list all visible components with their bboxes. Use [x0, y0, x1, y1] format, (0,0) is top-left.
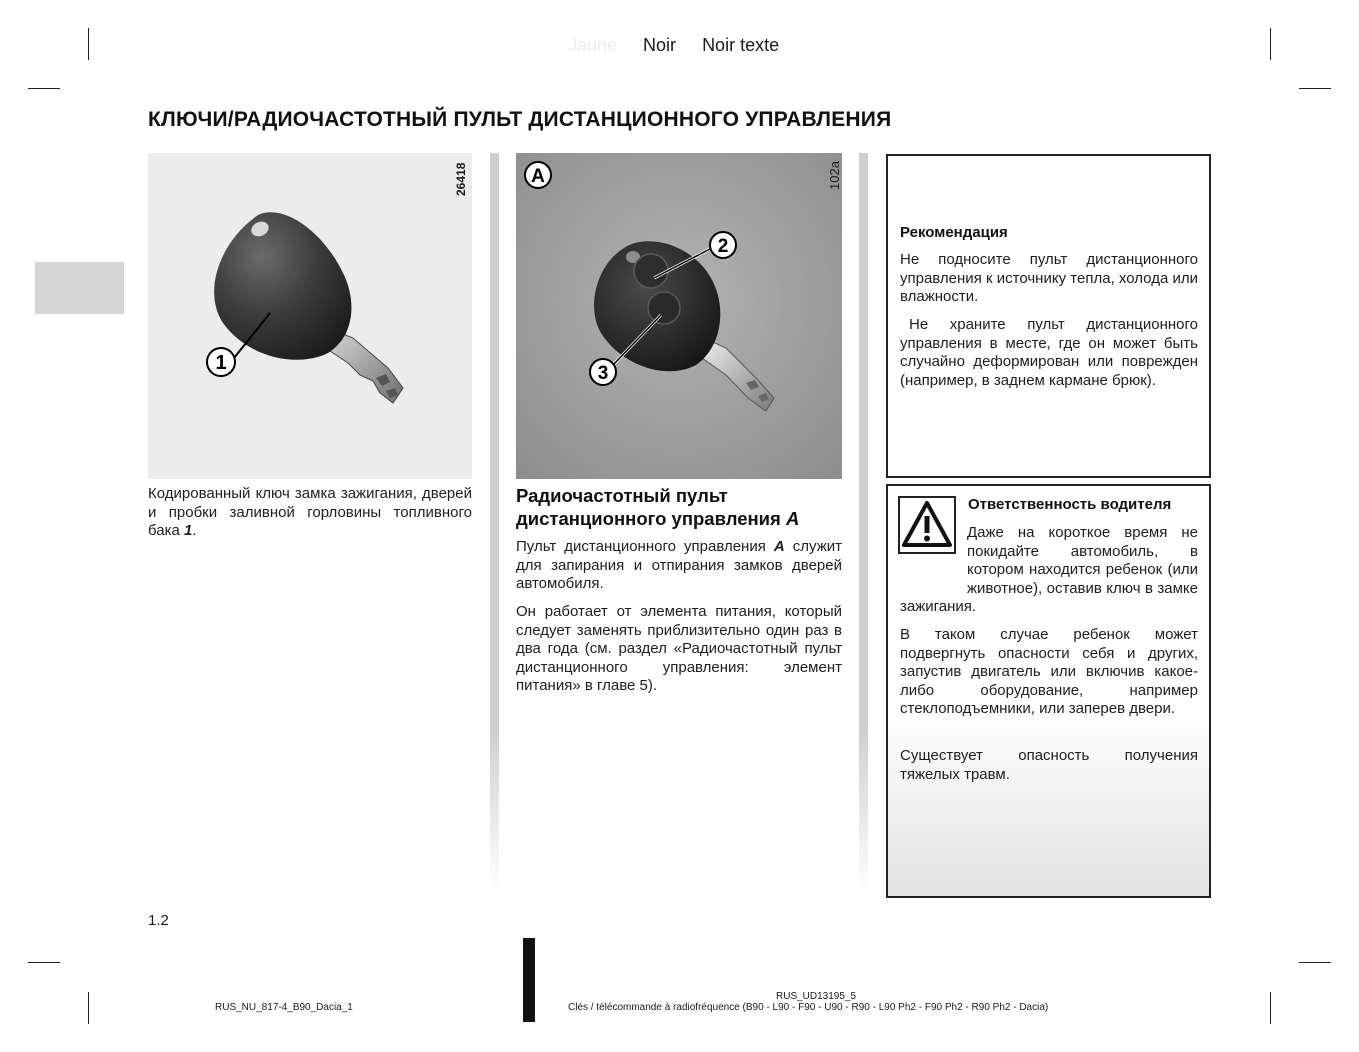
chapter-tab: [35, 262, 124, 314]
footer-description: Clés / télécommande à radiofréquence (B90 - L90 - F90 - U90 - R90 - L90 Ph2 - F90 Ph2 - R90 Ph2 - Dacia): [568, 1002, 1049, 1013]
remote-para-1-start: Пульт дистанционного управления: [516, 538, 774, 555]
unlock-button: [648, 292, 680, 324]
warning-box: [886, 484, 1211, 898]
key-photo: [148, 153, 472, 479]
column-divider: [490, 153, 499, 893]
remote-subhead-line2: дистанционного управления: [516, 508, 786, 529]
recommendation-para-1: Не подносите пульт дистанционного управления к источнику тепла, холода или влажности.: [900, 251, 1198, 306]
column-divider: [859, 153, 868, 893]
remote-para-1: [516, 538, 842, 594]
lock-button: [634, 254, 668, 288]
page-number: 1.2: [148, 912, 169, 929]
figure-ref-code: 26418: [454, 162, 468, 196]
recommendation-box: [886, 154, 1211, 478]
crop-mark: [1270, 992, 1271, 1024]
key-head: [214, 212, 351, 360]
registration-bar: [523, 938, 535, 1022]
crop-mark: [1299, 962, 1331, 963]
crop-mark: [88, 992, 89, 1024]
color-label-jaune: Jaune: [568, 35, 618, 55]
label-a-text: A: [531, 166, 545, 187]
remote-para-2: Он работает от элемента питания, который следует заменять приблизительно один раз в два года (см. раздел «Радиочастотный пульт дистанционного управления: элемент питания» в главе 5).: [516, 603, 842, 695]
warning-para-2: В таком случае ребенок может подвергнуть опасности себя и других, запустив двигатель или включив какое-либо оборудование, например стеклоподъемники, или заперев двери.: [900, 626, 1198, 718]
key-caption-text: Кодированный ключ замка зажигания, дверей и пробки заливной горловины топливного бака: [148, 485, 472, 540]
remote-para-1-ref: A: [773, 538, 785, 555]
page-title: КЛЮЧИ/РАДИОЧАСТОТНЫЙ ПУЛЬТ ДИСТАНЦИОННОГО УПРАВЛЕНИЯ: [148, 108, 892, 131]
crop-mark: [88, 28, 89, 60]
footer-left-code: RUS_NU_817-4_B90_Dacia_1: [215, 1002, 353, 1013]
recommendation-heading: Рекомендация: [900, 224, 1008, 241]
color-label-noir-texte: Noir texte: [702, 35, 780, 55]
key-caption-ref: 1: [184, 522, 193, 540]
key-caption-end: .: [192, 522, 197, 540]
remote-subhead-ref: A: [785, 508, 800, 529]
callout-3-label: 3: [597, 363, 609, 384]
crop-mark: [1270, 28, 1271, 60]
key-caption: [148, 485, 472, 541]
warning-para-3: Существует опасность получения тяжелых травм.: [900, 747, 1198, 783]
remote-subhead: [516, 484, 842, 530]
figure-ref-code: 102a: [827, 161, 842, 190]
warning-para-1: [900, 524, 1198, 617]
color-separation-header: [568, 35, 805, 56]
recommendation-para-2: Не храните пульт дистанционного управления в месте, где он может быть случайно деформирован или поврежден (например, в заднем кармане брюк).: [900, 316, 1198, 389]
callout-1-label: 1: [215, 352, 227, 374]
remote-photo: [516, 153, 842, 479]
warning-para-1-text: Даже на короткое время не покидайте автомобиль, в котором находится ребенок (или животное), оставив ключ в замке зажигания.: [900, 524, 1198, 616]
color-label-noir: Noir: [643, 35, 677, 55]
remote-para-1-end: служит для запирания и отпирания замков дверей автомобиля.: [516, 538, 843, 593]
crop-mark: [28, 962, 60, 963]
remote-subhead-line1: Радиочастотный пульт: [516, 485, 728, 506]
warning-heading: Ответственность водителя: [968, 496, 1172, 513]
crop-mark: [1299, 88, 1331, 89]
crop-mark: [28, 88, 60, 89]
footer-doc-code: RUS_UD13195_5: [776, 991, 857, 1002]
callout-2-label: 2: [717, 236, 729, 257]
